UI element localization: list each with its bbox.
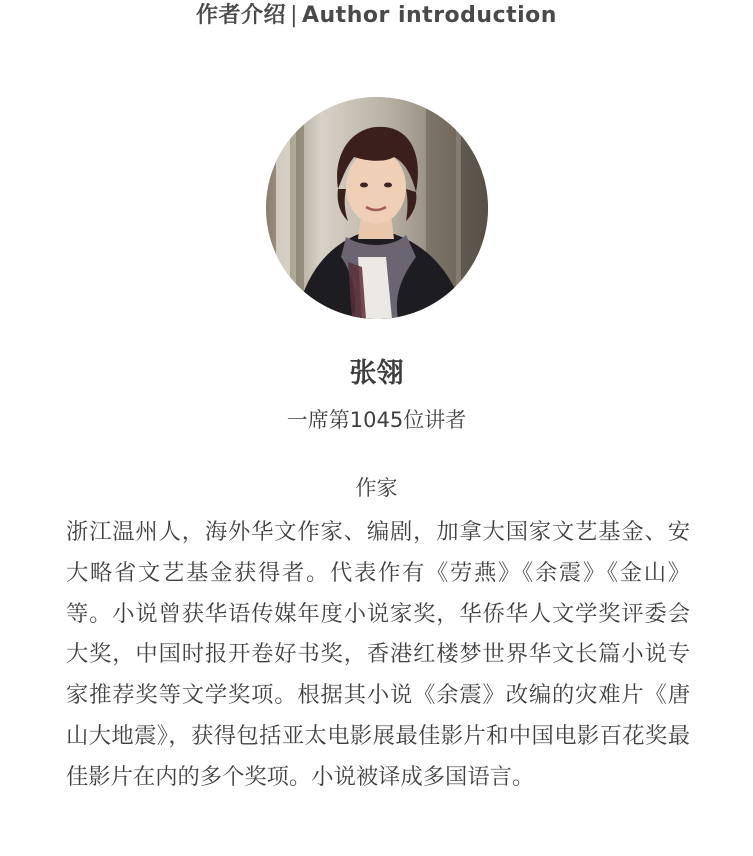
section-header [0,2,753,30]
header-title-cn: 作者介绍 [196,3,287,28]
author-portrait-icon [266,97,488,319]
author-avatar [266,97,488,319]
author-role: 作家 [355,476,398,500]
author-bio: 浙江温州人，海外华文作家、编剧，加拿大国家文艺基金、安大略省文艺基金获得者。代表作有《劳燕》《余震》《金山》等。小说曾获华语传媒年度小说家奖，华侨华人文学奖评委会大奖，中国时报开卷好书奖，香港红楼梦世界华文长篇小说专家推荐奖等文学奖项。根据其小说《余震》改编的灾难片《唐山大地震》，获得包括亚太电影展最佳影片和中国电影百花奖最佳影片在内的多个奖项。小说被译成多国语言。 [66,519,690,790]
author-seat-number: 一席第1045位讲者 [286,408,467,432]
header-title-en: Author introduction [301,3,557,28]
header-separator: | [290,3,298,28]
author-name: 张翎 [349,358,404,389]
